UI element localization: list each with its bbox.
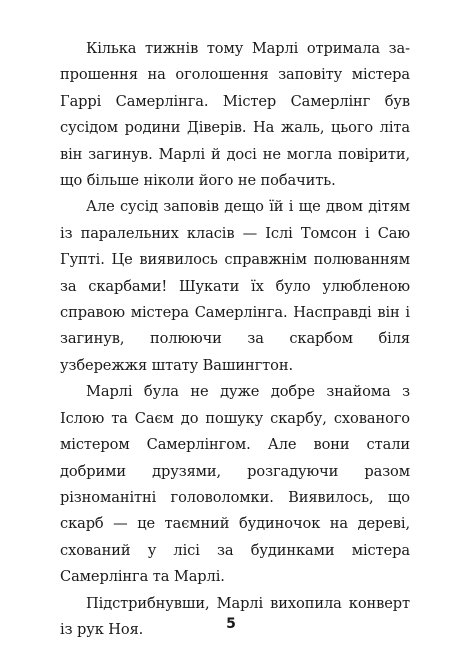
- paragraph: Кілька тижнів тому Марлі отримала запрошення на оголошення заповіту містера Гаррі Самерлінга. Містер Самерлінг був сусідом родини Діверів. На жаль, цього літа він загинув. Марлі й досі не могла повірити, що більше ніколи його не побачить.: [60, 40, 410, 190]
- paragraph: Але сусід заповів дещо їй і ще двом дітям із паралельних класів — Іслі Томсон і Саю Гупті. Це виявилось справжнім полюванням за скарбами! Шукати їх було улюбленою справою містера Самерлінга. Насправді він і загинув, полюючи за скарбом біля узбережжя штату Вашингтон.: [60, 198, 410, 374]
- paragraph: Марлі була не дуже добре знайома з Іслою та Саєм до пошуку скарбу, схованого містером Самерлінгом. Але вони стали добрими друзями, розгадуючи разом різноманітні головоломки. Виявилось, що скарб — це таємний будиночок на дереві, схований у лісі за будинками містера Самерлінга та Марлі.: [60, 383, 410, 586]
- paragraph: Підстрибнувши, Марлі вихопила конверт із рук Ноя.: [60, 594, 410, 638]
- page-number: 5: [226, 616, 236, 632]
- page-body-text: [60, 36, 410, 643]
